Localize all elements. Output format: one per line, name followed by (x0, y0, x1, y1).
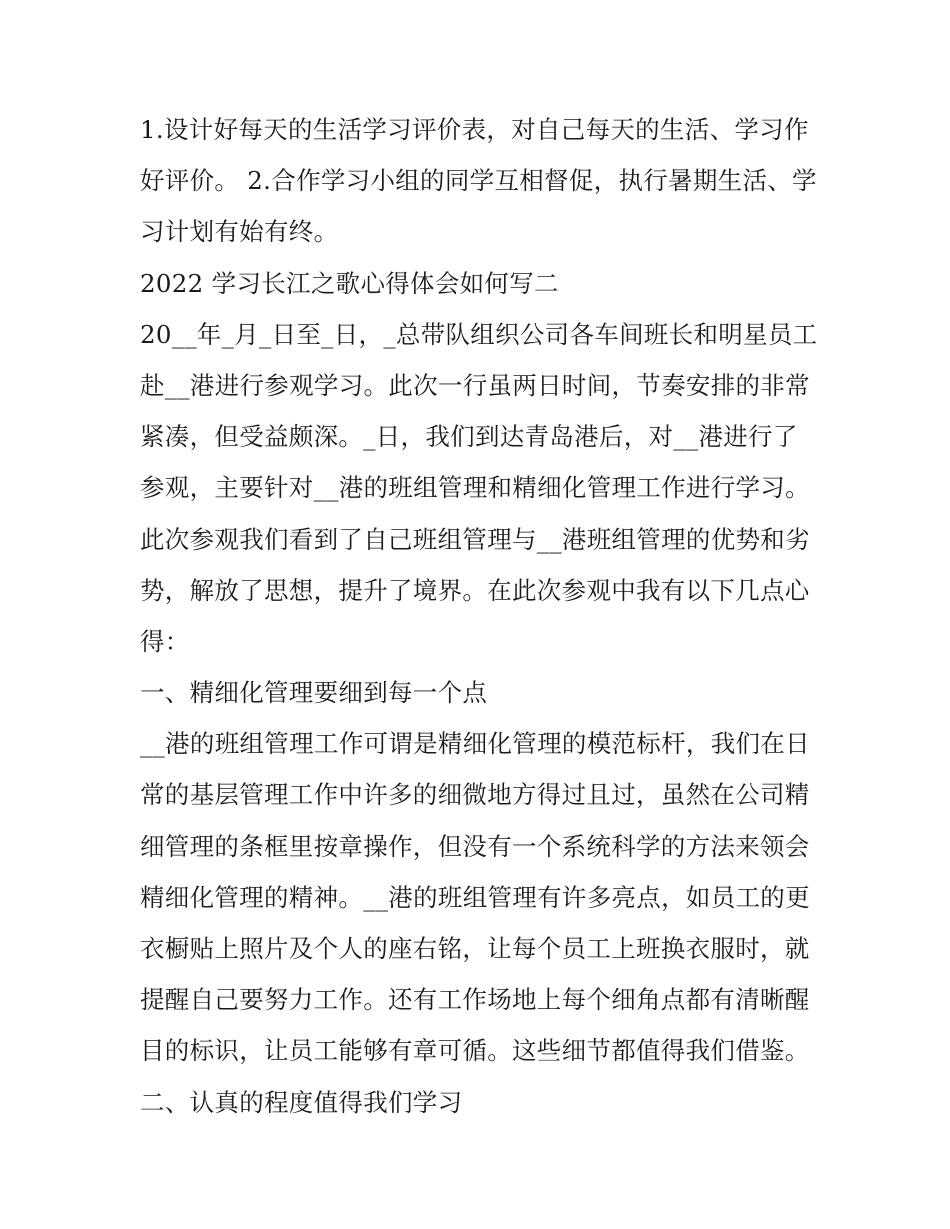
text-line: 衣橱贴上照片及个人的座右铭，让每个员工上班换衣服时，就 (140, 934, 810, 963)
text-line: 好评价。 2.合作学习小组的同学互相督促，执行暑期生活、学 (140, 166, 817, 196)
text-line: 紧凑，但受益颇深。_日，我们到达青岛港后，对__港进行了 (140, 422, 798, 452)
text-line: 目的标识，让员工能够有章可循。这些细节都值得我们借鉴。 (140, 1036, 810, 1066)
heading-two (140, 1077, 820, 1128)
text-line: 得： (140, 626, 190, 656)
text-line: 二、认真的程度值得我们学习 (140, 1087, 463, 1117)
text-line: 一、精细化管理要细到每一个点 (140, 678, 488, 708)
heading-one (140, 667, 820, 718)
text-line: 精细化管理的精神。__港的班组管理有许多亮点，如员工的更 (140, 882, 810, 912)
paragraph-visit-intro (140, 309, 820, 667)
text-line: 细管理的条框里按章操作，但没有一个系统科学的方法来领会 (140, 831, 810, 861)
document-page (140, 104, 820, 1128)
text-line: 参观，主要针对__港的班组管理和精细化管理工作进行学习。 (140, 473, 810, 503)
text-line: 赴__港进行参观学习。此次一行虽两日时间，节奏安排的非常 (140, 370, 810, 400)
text-line: 2022 学习长江之歌心得体会如何写二 (140, 268, 559, 298)
text-line: __港的班组管理工作可谓是精细化管理的模范标杆，我们在日 (140, 729, 810, 759)
text-line: 习计划有始有终。 (140, 217, 339, 247)
text-line: 此次参观我们看到了自己班组管理与__港班组管理的优势和劣 (140, 524, 810, 554)
paragraph-evaluation-tips (140, 104, 820, 258)
text-line: 势，解放了思想，提升了境界。在此次参观中我有以下几点心 (140, 575, 810, 605)
text-line: 1.设计好每天的生活学习评价表，对自己每天的生活、学习作 (140, 115, 809, 144)
paragraph-fine-management (140, 718, 820, 1076)
text-line: 提醒自己要努力工作。还有工作场地上每个细角点都有清晰醒 (140, 985, 810, 1015)
text-line: 常的基层管理工作中许多的细微地方得过且过，虽然在公司精 (140, 780, 810, 810)
text-line: 20__年_月_日至_日，_总带队组织公司各车间班长和明星员工 (140, 319, 818, 349)
section-title (140, 258, 820, 309)
